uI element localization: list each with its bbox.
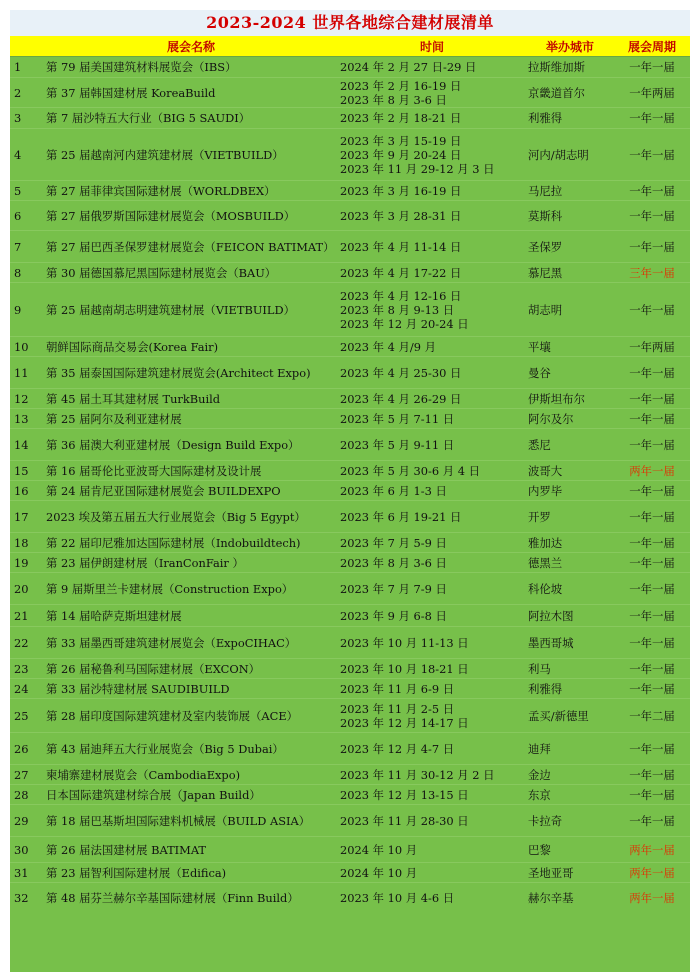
- time-line: 2023 年 9 月 6-8 日: [340, 608, 447, 623]
- row-number: 5: [10, 181, 44, 201]
- exhibition-time: [338, 605, 526, 627]
- exhibition-time: [338, 108, 526, 129]
- row-number: 10: [10, 337, 44, 357]
- time-line: 2023 年 11 月 29-12 月 3 日: [340, 161, 495, 176]
- exhibition-time: [338, 533, 526, 553]
- table-row: [10, 553, 690, 573]
- exhibition-cycle: 两年一届: [614, 461, 690, 481]
- table-row: [10, 409, 690, 429]
- exhibition-name: 第 37 届韩国建材展 KoreaBuild: [44, 78, 338, 108]
- time-line: 2023 年 12 月 14-17 日: [340, 715, 469, 730]
- exhibition-time: [338, 659, 526, 679]
- exhibition-cycle: 一年一届: [614, 765, 690, 785]
- table-row: [10, 863, 690, 883]
- table-row: [10, 231, 690, 263]
- exhibition-cycle: 一年一届: [614, 659, 690, 679]
- time-line: 2023 年 11 月 2-5 日: [340, 701, 455, 716]
- exhibition-name: 第 30 届德国慕尼黑国际建材展览会（BAU）: [44, 263, 338, 283]
- table-row: [10, 389, 690, 409]
- exhibition-cycle: 两年一届: [614, 883, 690, 913]
- host-city: 悉尼: [526, 429, 614, 461]
- time-line: 2023 年 12 月 20-24 日: [340, 316, 469, 331]
- exhibition-cycle: 两年一届: [614, 863, 690, 883]
- table-row: [10, 78, 690, 108]
- host-city: 马尼拉: [526, 181, 614, 201]
- exhibition-cycle: 一年一届: [614, 805, 690, 837]
- time-line: 2023 年 4 月/9 月: [340, 339, 436, 354]
- host-city: 巴黎: [526, 837, 614, 863]
- time-line: 2023 年 2 月 18-21 日: [340, 111, 462, 125]
- host-city: 平壤: [526, 337, 614, 357]
- exhibition-name: 日本国际建筑建材综合展（Japan Build）: [44, 785, 338, 805]
- row-number: 20: [10, 573, 44, 605]
- host-city: 金边: [526, 765, 614, 785]
- exhibition-time: [338, 627, 526, 659]
- row-number: 18: [10, 533, 44, 553]
- table-row: [10, 533, 690, 553]
- exhibition-time: [338, 573, 526, 605]
- exhibition-cycle: 一年一届: [614, 573, 690, 605]
- table-row: [10, 108, 690, 129]
- exhibition-name: 第 16 届哥伦比亚波哥大国际建材及设计展: [44, 461, 338, 481]
- exhibition-time: [338, 201, 526, 231]
- exhibition-name: 第 43 届迪拜五大行业展览会（Big 5 Dubai）: [44, 733, 338, 765]
- time-line: 2023 年 5 月 7-11 日: [340, 411, 455, 426]
- row-number: 12: [10, 389, 44, 409]
- table-row: [10, 785, 690, 805]
- row-number: 31: [10, 863, 44, 883]
- host-city: 河内/胡志明: [526, 129, 614, 181]
- time-line: 2023 年 10 月 4-6 日: [340, 890, 455, 905]
- row-number: 30: [10, 837, 44, 863]
- time-line: 2023 年 6 月 1-3 日: [340, 483, 447, 498]
- table-row: [10, 837, 690, 863]
- exhibition-name: 第 27 届菲律宾国际建材展（WORLDBEX）: [44, 181, 338, 201]
- exhibition-name: 第 48 届芬兰赫尔辛基国际建材展（Finn Build）: [44, 883, 338, 913]
- exhibition-name: 第 35 届泰国国际建筑建材展览会(Architect Expo): [44, 357, 338, 389]
- host-city: 京畿道首尔: [526, 78, 614, 108]
- time-line: 2023 年 5 月 30-6 月 4 日: [340, 463, 480, 478]
- table-row: [10, 733, 690, 765]
- exhibition-time: [338, 883, 526, 913]
- row-number: 13: [10, 409, 44, 429]
- time-line: 2023 年 8 月 3-6 日: [340, 92, 447, 107]
- exhibition-time: [338, 357, 526, 389]
- row-number: 24: [10, 679, 44, 699]
- row-number: 32: [10, 883, 44, 913]
- exhibition-time: [338, 461, 526, 481]
- table-body: [10, 57, 690, 913]
- exhibition-name: 第 36 届澳大利亚建材展（Design Build Expo）: [44, 429, 338, 461]
- exhibition-name: 第 25 届阿尔及利亚建材展: [44, 409, 338, 429]
- host-city: 卡拉奇: [526, 805, 614, 837]
- row-number: 22: [10, 627, 44, 659]
- host-city: 孟买/新德里: [526, 699, 614, 733]
- exhibition-time: [338, 231, 526, 263]
- exhibition-time: [338, 263, 526, 283]
- row-number: 23: [10, 659, 44, 679]
- host-city: 阿尔及尔: [526, 409, 614, 429]
- header-name: 展会名称: [44, 36, 338, 57]
- header-time: 时间: [338, 36, 526, 57]
- row-number: 26: [10, 733, 44, 765]
- table-row: [10, 573, 690, 605]
- row-number: 3: [10, 108, 44, 129]
- exhibition-cycle: 一年一届: [614, 231, 690, 263]
- table-row: [10, 357, 690, 389]
- exhibition-name: 第 9 届斯里兰卡建材展（Construction Expo）: [44, 573, 338, 605]
- exhibition-cycle: 一年一届: [614, 733, 690, 765]
- host-city: 拉斯维加斯: [526, 57, 614, 78]
- header-cycle: 展会周期: [614, 36, 690, 57]
- time-line: 2023 年 4 月 11-14 日: [340, 239, 462, 254]
- row-number: 11: [10, 357, 44, 389]
- header-number: [10, 36, 44, 57]
- exhibition-cycle: 一年一届: [614, 429, 690, 461]
- host-city: 莫斯科: [526, 201, 614, 231]
- exhibition-name: 第 33 届墨西哥建筑建材展览会（ExpoCIHAC）: [44, 627, 338, 659]
- time-line: 2023 年 11 月 30-12 月 2 日: [340, 767, 495, 782]
- row-number: 2: [10, 78, 44, 108]
- exhibition-name: 第 26 届法国建材展 BATIMAT: [44, 837, 338, 863]
- exhibition-cycle: 一年两届: [614, 337, 690, 357]
- host-city: 东京: [526, 785, 614, 805]
- exhibition-name: 第 23 届伊朗建材展（IranConFair ）: [44, 553, 338, 573]
- table-row: [10, 679, 690, 699]
- table-row: [10, 699, 690, 733]
- exhibition-cycle: 一年一届: [614, 409, 690, 429]
- exhibition-cycle: 一年两届: [614, 78, 690, 108]
- row-number: 21: [10, 605, 44, 627]
- row-number: 16: [10, 481, 44, 501]
- exhibition-time: [338, 429, 526, 461]
- exhibition-time: [338, 699, 526, 733]
- exhibition-time: [338, 679, 526, 699]
- exhibition-time: [338, 765, 526, 785]
- time-line: 2023 年 4 月 12-16 日: [340, 288, 462, 303]
- table-row: [10, 805, 690, 837]
- table-row: [10, 129, 690, 181]
- exhibition-cycle: 三年一届: [614, 263, 690, 283]
- exhibition-cycle: 一年一届: [614, 501, 690, 533]
- exhibition-name: 第 7 届沙特五大行业（BIG 5 SAUDI）: [44, 108, 338, 129]
- exhibition-table: [10, 36, 690, 913]
- exhibition-sheet: [10, 10, 690, 972]
- table-row: [10, 883, 690, 913]
- exhibition-name: 第 22 届印尼雅加达国际建材展（Indobuildtech): [44, 533, 338, 553]
- exhibition-cycle: 一年一届: [614, 785, 690, 805]
- exhibition-time: [338, 78, 526, 108]
- exhibition-name: 2023 埃及第五届五大行业展览会（Big 5 Egypt）: [44, 501, 338, 533]
- table-row: [10, 481, 690, 501]
- table-row: [10, 765, 690, 785]
- time-line: 2023 年 7 月 7-9 日: [340, 581, 447, 596]
- host-city: 胡志明: [526, 283, 614, 337]
- exhibition-name: 第 14 届哈萨克斯坦建材展: [44, 605, 338, 627]
- time-line: 2023 年 10 月 18-21 日: [340, 661, 469, 676]
- exhibition-cycle: 一年二届: [614, 699, 690, 733]
- host-city: 德黑兰: [526, 553, 614, 573]
- host-city: 曼谷: [526, 357, 614, 389]
- time-line: 2023 年 8 月 9-13 日: [340, 302, 455, 317]
- time-line: 2024 年 2 月 27 日-29 日: [340, 60, 477, 74]
- exhibition-time: [338, 283, 526, 337]
- host-city: 迪拜: [526, 733, 614, 765]
- exhibition-cycle: 一年一届: [614, 679, 690, 699]
- row-number: 17: [10, 501, 44, 533]
- time-line: 2023 年 8 月 3-6 日: [340, 555, 447, 570]
- time-line: 2023 年 4 月 25-30 日: [340, 365, 462, 380]
- exhibition-time: [338, 181, 526, 201]
- exhibition-name: 第 24 届肯尼亚国际建材展览会 BUILDEXPO: [44, 481, 338, 501]
- exhibition-name: 第 79 届美国建筑材料展览会（IBS）: [44, 57, 338, 78]
- host-city: 赫尔辛基: [526, 883, 614, 913]
- host-city: 阿拉木图: [526, 605, 614, 627]
- time-line: 2023 年 4 月 17-22 日: [340, 265, 462, 280]
- exhibition-time: [338, 57, 526, 78]
- table-row: [10, 263, 690, 283]
- exhibition-time: [338, 481, 526, 501]
- exhibition-name: 第 23 届智利国际建材展（Edifica): [44, 863, 338, 883]
- exhibition-time: [338, 837, 526, 863]
- exhibition-cycle: 一年一届: [614, 108, 690, 129]
- time-line: 2023 年 12 月 13-15 日: [340, 787, 469, 802]
- exhibition-cycle: 两年一届: [614, 837, 690, 863]
- row-number: 9: [10, 283, 44, 337]
- exhibition-cycle: 一年一届: [614, 283, 690, 337]
- host-city: 圣保罗: [526, 231, 614, 263]
- exhibition-time: [338, 553, 526, 573]
- row-number: 29: [10, 805, 44, 837]
- host-city: 雅加达: [526, 533, 614, 553]
- table-row: [10, 461, 690, 481]
- table-row: [10, 201, 690, 231]
- host-city: 慕尼黑: [526, 263, 614, 283]
- host-city: 科伦坡: [526, 573, 614, 605]
- host-city: 利马: [526, 659, 614, 679]
- time-line: 2023 年 2 月 16-19 日: [340, 78, 462, 93]
- table-row: [10, 337, 690, 357]
- table-row: [10, 429, 690, 461]
- host-city: 伊斯坦布尔: [526, 389, 614, 409]
- exhibition-name: 第 27 届巴西圣保罗建材展览会（FEICON BATIMAT）: [44, 231, 338, 263]
- row-number: 27: [10, 765, 44, 785]
- time-line: 2023 年 6 月 19-21 日: [340, 509, 462, 524]
- host-city: 波哥大: [526, 461, 614, 481]
- exhibition-name: 第 18 届巴基斯坦国际建料机械展（BUILD ASIA）: [44, 805, 338, 837]
- exhibition-cycle: 一年一届: [614, 533, 690, 553]
- host-city: 利雅得: [526, 679, 614, 699]
- table-row: [10, 605, 690, 627]
- exhibition-cycle: 一年一届: [614, 357, 690, 389]
- exhibition-time: [338, 501, 526, 533]
- row-number: 1: [10, 57, 44, 78]
- row-number: 15: [10, 461, 44, 481]
- exhibition-cycle: 一年一届: [614, 627, 690, 659]
- exhibition-cycle: 一年一届: [614, 201, 690, 231]
- exhibition-name: 第 45 届土耳其建材展 TurkBuild: [44, 389, 338, 409]
- exhibition-cycle: 一年一届: [614, 181, 690, 201]
- time-line: 2023 年 4 月 26-29 日: [340, 391, 462, 406]
- exhibition-cycle: 一年一届: [614, 129, 690, 181]
- exhibition-time: [338, 337, 526, 357]
- host-city: 利雅得: [526, 108, 614, 129]
- time-line: 2023 年 12 月 4-7 日: [340, 741, 455, 756]
- exhibition-name: 柬埔寨建材展览会（CambodiaExpo): [44, 765, 338, 785]
- exhibition-cycle: 一年一届: [614, 57, 690, 78]
- exhibition-time: [338, 805, 526, 837]
- time-line: 2023 年 3 月 16-19 日: [340, 183, 462, 198]
- exhibition-cycle: 一年一届: [614, 481, 690, 501]
- header-city: 举办城市: [526, 36, 614, 57]
- table-row: [10, 501, 690, 533]
- time-line: 2024 年 10 月: [340, 865, 418, 880]
- time-line: 2023 年 7 月 5-9 日: [340, 535, 447, 550]
- host-city: 墨西哥城: [526, 627, 614, 659]
- time-line: 2023 年 11 月 6-9 日: [340, 681, 455, 696]
- row-number: 25: [10, 699, 44, 733]
- exhibition-time: [338, 863, 526, 883]
- table-row: [10, 283, 690, 337]
- host-city: 内罗毕: [526, 481, 614, 501]
- table-row: [10, 627, 690, 659]
- exhibition-time: [338, 409, 526, 429]
- time-line: 2023 年 11 月 28-30 日: [340, 813, 469, 828]
- exhibition-cycle: 一年一届: [614, 389, 690, 409]
- exhibition-time: [338, 733, 526, 765]
- exhibition-time: [338, 129, 526, 181]
- exhibition-name: 第 25 届越南河内建筑建材展（VIETBUILD）: [44, 129, 338, 181]
- exhibition-cycle: 一年一届: [614, 605, 690, 627]
- exhibition-name: 第 33 届沙特建材展 SAUDIBUILD: [44, 679, 338, 699]
- exhibition-time: [338, 785, 526, 805]
- exhibition-name: 朝鲜国际商品交易会(Korea Fair): [44, 337, 338, 357]
- time-line: 2023 年 5 月 9-11 日: [340, 437, 455, 452]
- host-city: 圣地亚哥: [526, 863, 614, 883]
- table-row: [10, 181, 690, 201]
- row-number: 8: [10, 263, 44, 283]
- time-line: 2023 年 9 月 20-24 日: [340, 147, 462, 162]
- time-line: 2023 年 3 月 28-31 日: [340, 208, 462, 223]
- table-row: [10, 57, 690, 78]
- exhibition-time: [338, 389, 526, 409]
- exhibition-name: 第 27 届俄罗斯国际建材展览会（MOSBUILD）: [44, 201, 338, 231]
- table-header-row: [10, 36, 690, 57]
- row-number: 7: [10, 231, 44, 263]
- exhibition-name: 第 28 届印度国际建筑建材及室内装饰展（ACE）: [44, 699, 338, 733]
- row-number: 14: [10, 429, 44, 461]
- row-number: 4: [10, 129, 44, 181]
- row-number: 19: [10, 553, 44, 573]
- time-line: 2023 年 3 月 15-19 日: [340, 133, 462, 148]
- host-city: 开罗: [526, 501, 614, 533]
- time-line: 2023 年 10 月 11-13 日: [340, 635, 469, 650]
- exhibition-cycle: 一年一届: [614, 553, 690, 573]
- row-number: 28: [10, 785, 44, 805]
- exhibition-name: 第 25 届越南胡志明建筑建材展（VIETBUILD）: [44, 283, 338, 337]
- exhibition-name: 第 26 届秘鲁利马国际建材展（EXCON）: [44, 659, 338, 679]
- row-number: 6: [10, 201, 44, 231]
- page-title: 2023-2024 世界各地综合建材展清单: [10, 10, 690, 36]
- time-line: 2024 年 10 月: [340, 842, 418, 857]
- table-row: [10, 659, 690, 679]
